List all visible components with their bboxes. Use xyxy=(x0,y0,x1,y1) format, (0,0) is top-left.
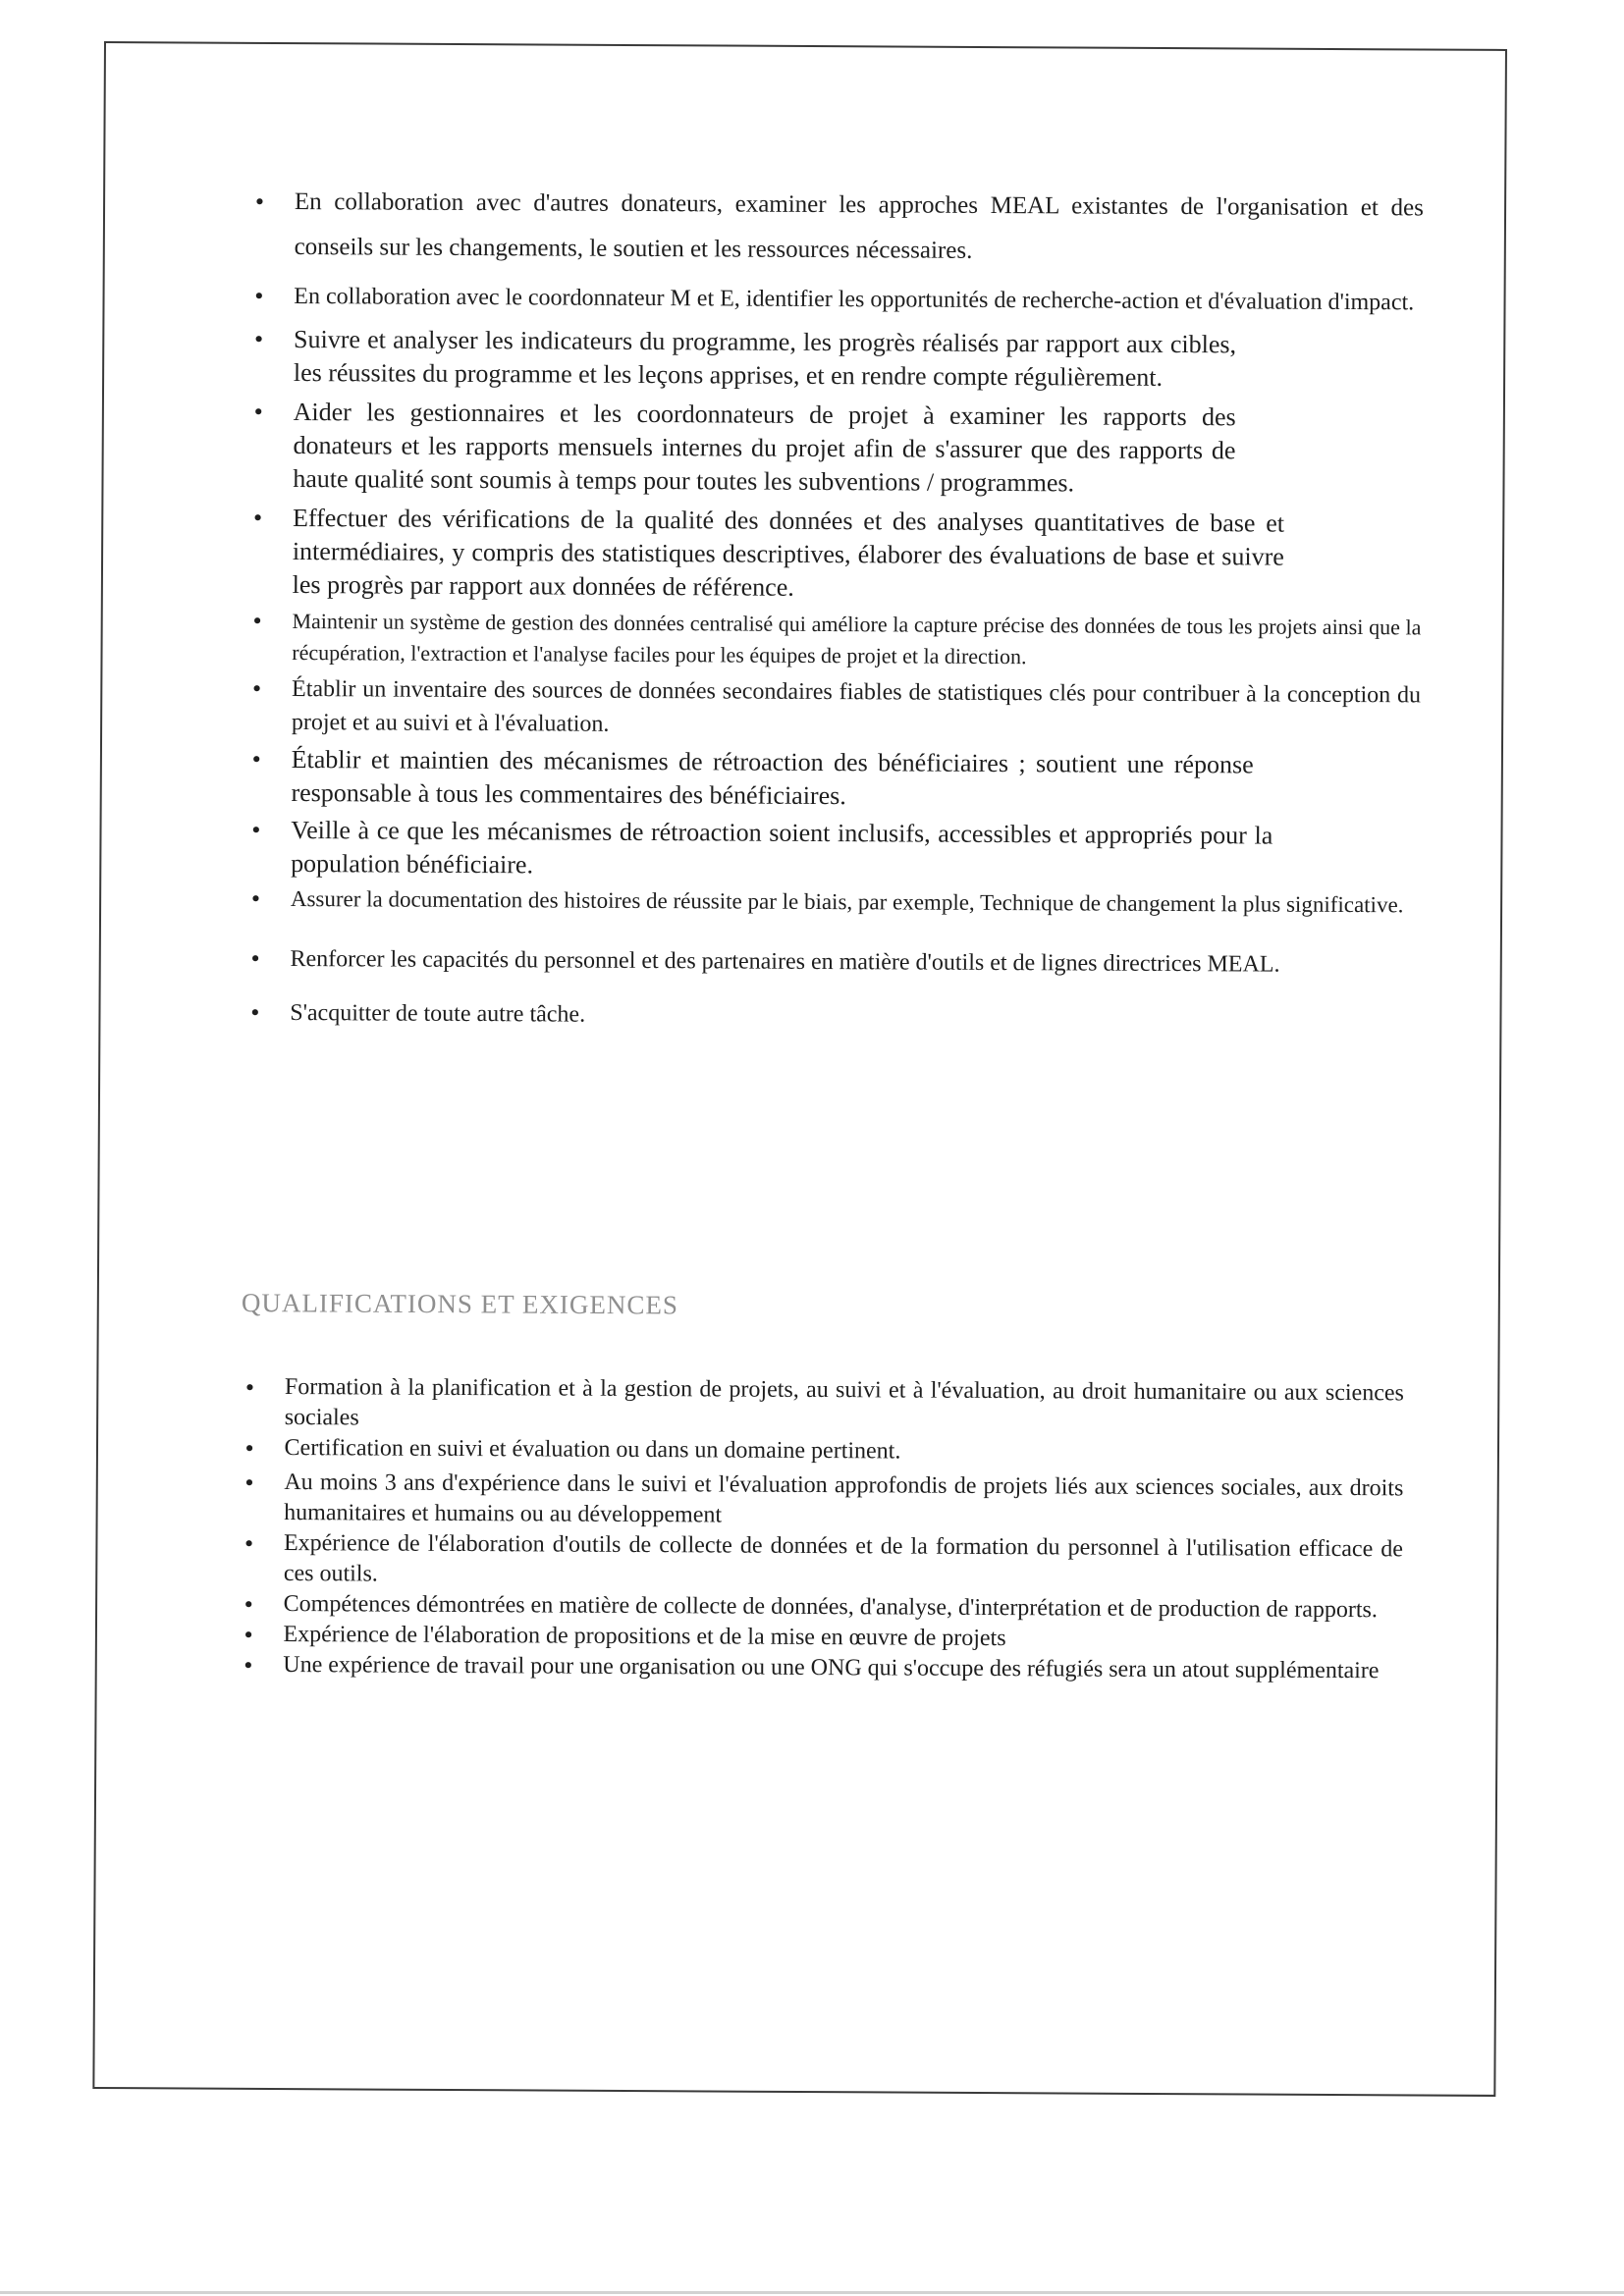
list-item: • Au moins 3 ans d'expérience dans le suivi et l'évaluation approfondis de projets liés aux sciences sociales, aux droits humanitaires et humains ou au développement xyxy=(284,1468,1403,1534)
list-item: • Maintenir un système de gestion des données centralisé qui améliore la capture précise des données de tous les projets ainsi que la récupération, l'extraction et l'analyse faciles pour les équipes de projet et la direction. xyxy=(292,606,1421,674)
list-item: • Expérience de l'élaboration d'outils de collecte de données et de la formation du personnel à l'utilisation efficace de ces outils. xyxy=(284,1528,1403,1595)
list-item: • Certification en suivi et évaluation ou dans un domaine pertinent. xyxy=(284,1433,1403,1469)
list-item: • Aider les gestionnaires et les coordonnateurs de projet à examiner les rapports des donateurs et les rapports mensuels internes du projet afin de s'assurer que des rapports de haute qualité sont soumis à temps pour toutes les subventions / programmes. xyxy=(293,396,1236,501)
list-item: • Établir et maintien des mécanismes de rétroaction des bénéficiaires ; soutient une réponse responsable à tous les commentaires des bénéficiaires. xyxy=(291,743,1253,815)
list-item: • Effectuer des vérifications de la qualité des données et des analyses quantitatives de base et intermédiaires, y compris des statistiques descriptives, élaborer des évaluations de base et suivre les progrès par rapport aux données de référence. xyxy=(293,502,1285,608)
qualifications-section xyxy=(283,1372,1404,1686)
responsibilities-list xyxy=(290,180,1424,1036)
list-item: • En collaboration avec le coordonnateur M et E, identifier les opportunités de recherche-action et d'évaluation d'impact. xyxy=(294,274,1423,325)
list-item: • S'acquitter de toute autre tâche. xyxy=(290,996,1419,1036)
list-item: • En collaboration avec d'autres donateurs, examiner les approches MEAL existantes de l'organisation et des conseils sur les changements, le soutien et les ressources nécessaires. xyxy=(294,180,1423,276)
list-item: • Compétences démontrées en matière de collecte de données, d'analyse, d'interprétation et de production de rapports. xyxy=(284,1589,1403,1626)
list-item: • Renforcer les capacités du personnel et des partenaires en matière d'outils et de lignes directrices MEAL. xyxy=(290,935,1419,988)
qualifications-list xyxy=(283,1372,1404,1686)
scan-edge-line xyxy=(0,2291,1624,2294)
list-item: • Assurer la documentation des histoires de réussite par le biais, par exemple, Technique de changement la plus significative. xyxy=(291,884,1420,920)
list-item: • Une expérience de travail pour une organisation ou une ONG qui s'occupe des réfugiés sera un atout supplémentaire xyxy=(283,1650,1402,1686)
section-heading: QUALIFICATIONS ET EXIGENCES xyxy=(241,1288,678,1320)
list-item: • Établir un inventaire des sources de données secondaires fiables de statistiques clés pour contribuer à la conception du projet et au suivi et à l'évaluation. xyxy=(292,672,1421,745)
list-item: • Veille à ce que les mécanismes de rétroaction soient inclusifs, accessibles et appropriés pour la population bénéficiaire. xyxy=(291,814,1272,886)
responsibilities-section xyxy=(290,180,1424,1036)
list-item: • Formation à la planification et à la gestion de projets, au suivi et à l'évaluation, au droit humanitaire ou aux sciences sociales xyxy=(285,1372,1404,1439)
list-item: • Suivre et analyser les indicateurs du programme, les progrès réalisés par rapport aux cibles, les réussites du programme et les leçons apprises, et en rendre compte régulièrement. xyxy=(294,323,1236,395)
list-item: • Expérience de l'élaboration de propositions et de la mise en œuvre de projets xyxy=(283,1620,1402,1656)
